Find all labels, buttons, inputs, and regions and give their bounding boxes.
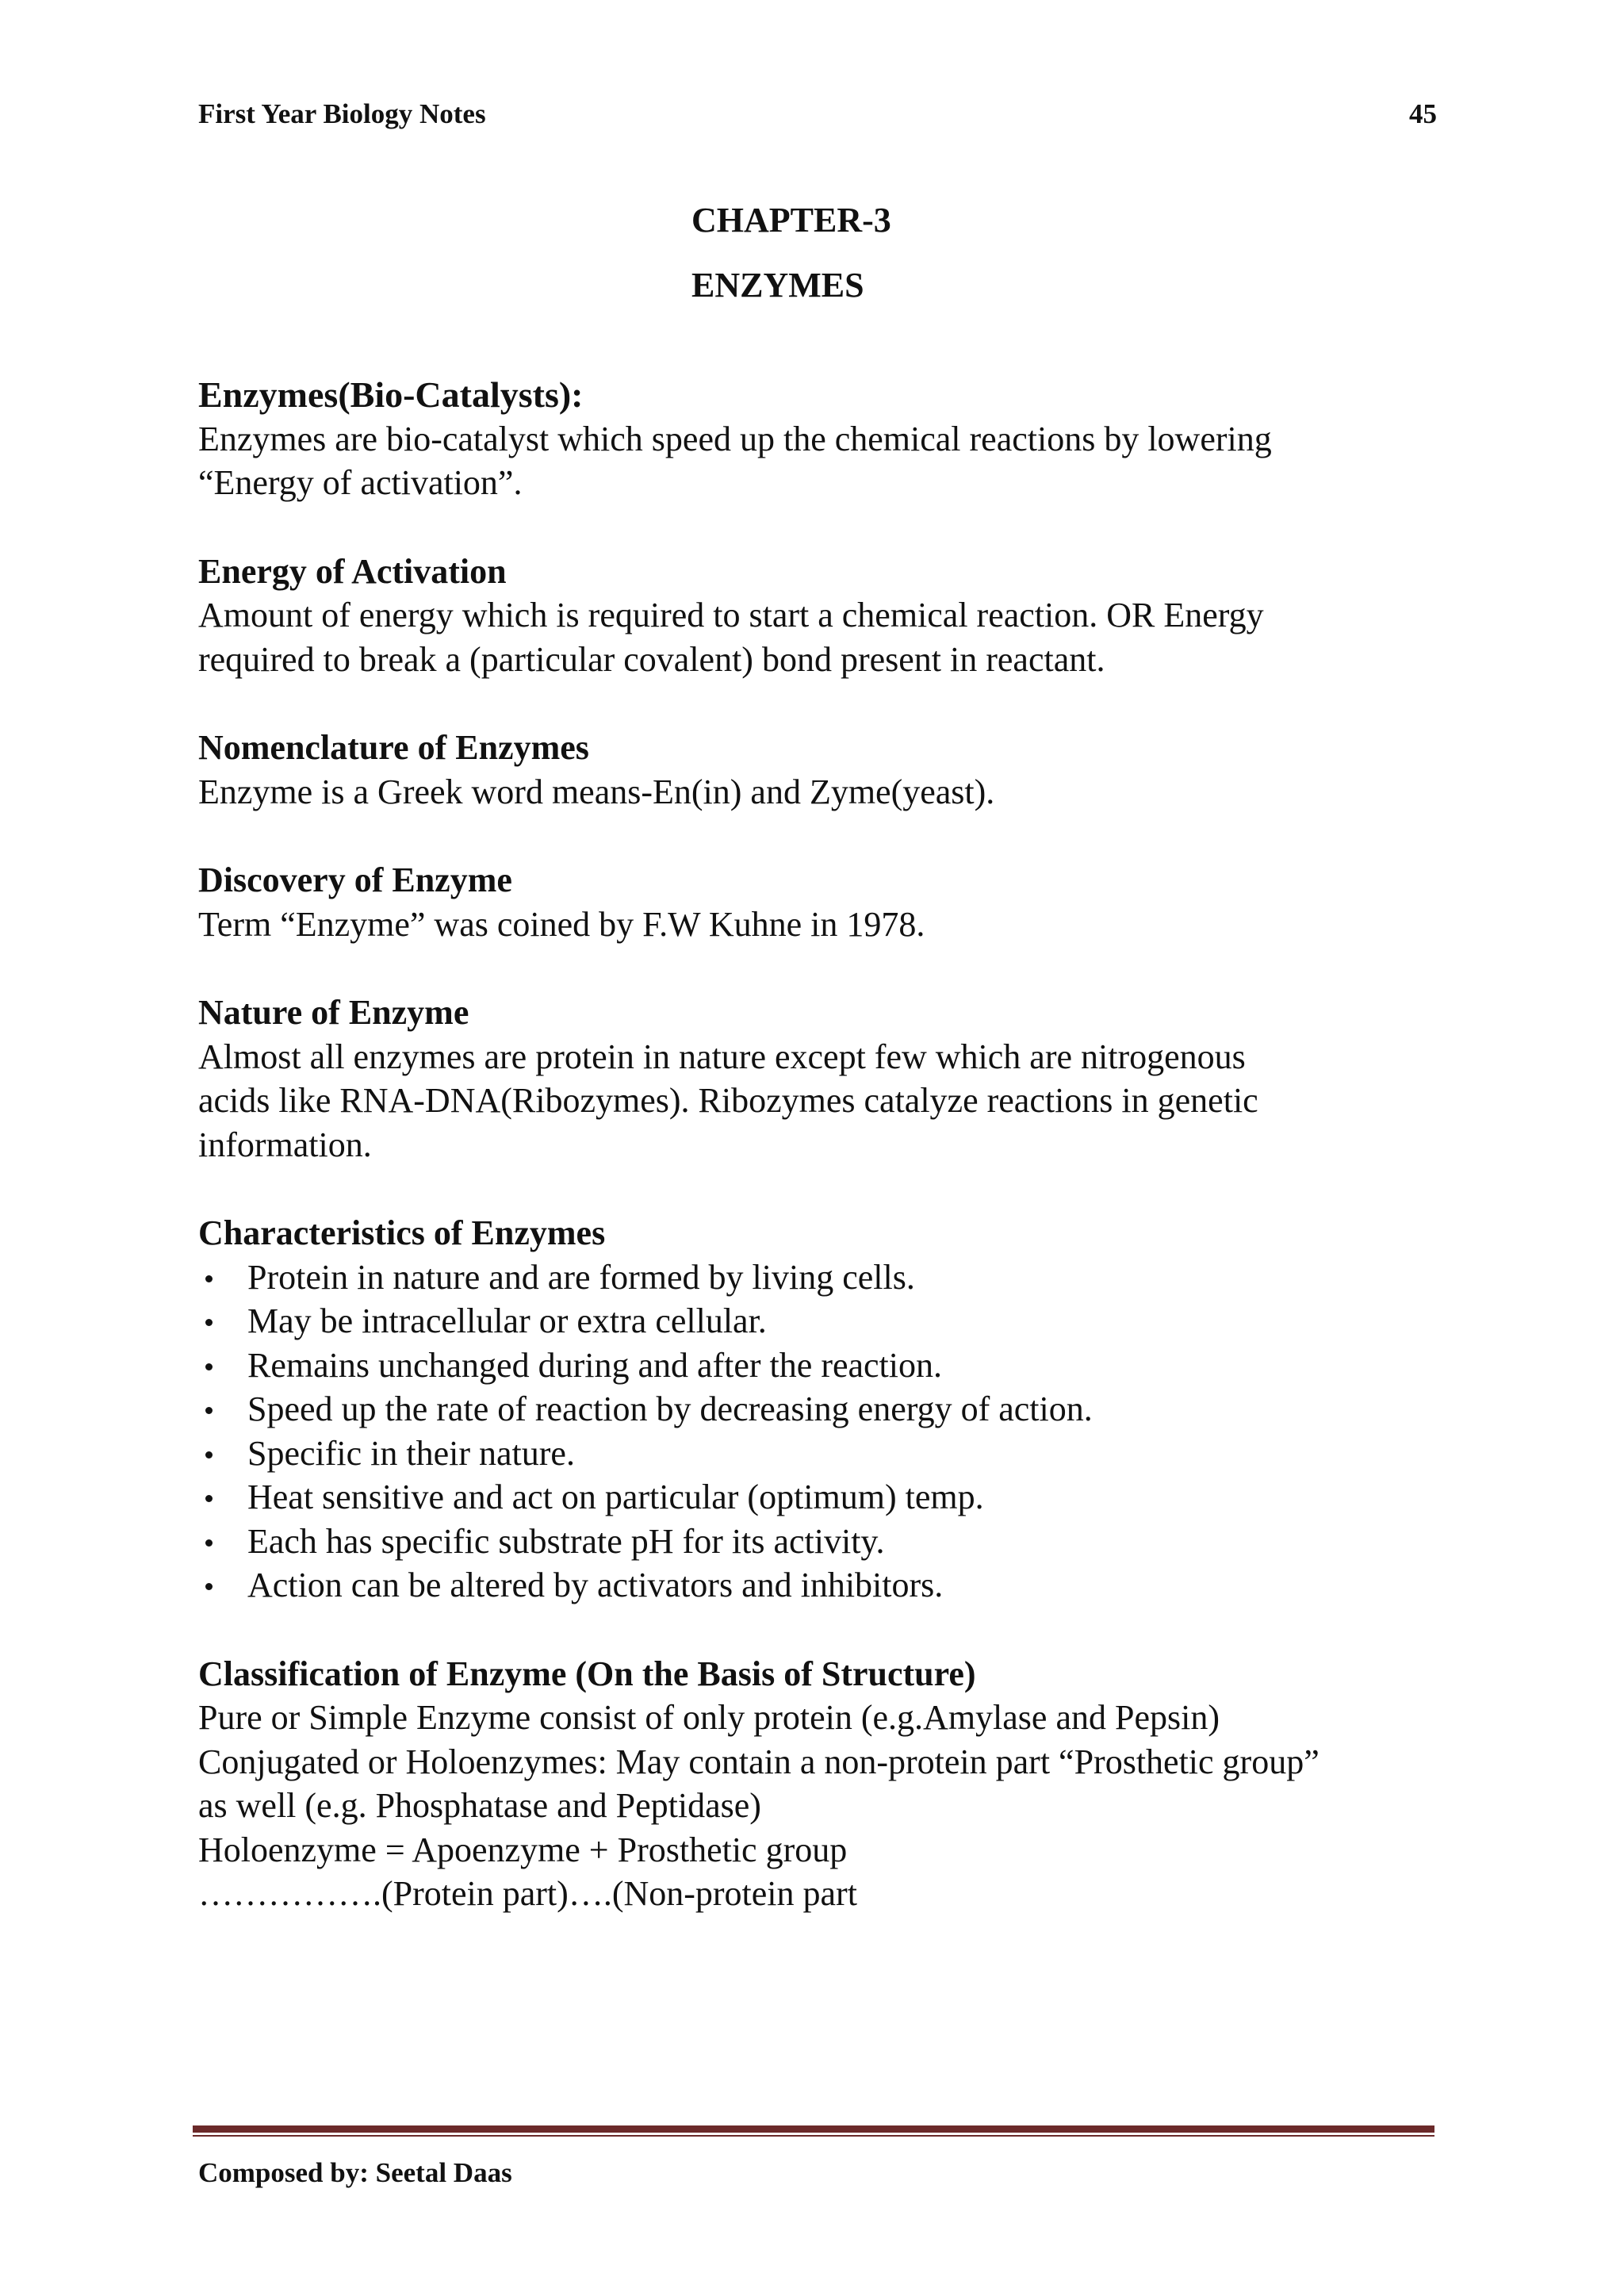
footer-divider-thick <box>193 2125 1434 2133</box>
section-heading: Nature of Enzyme <box>198 993 469 1032</box>
section-body <box>198 903 1451 947</box>
list-item: Protein in nature and are formed by living cells. <box>198 1255 1451 1300</box>
text-line: Enzymes are bio-catalyst which speed up the chemical reactions by lowering <box>198 419 1272 458</box>
text-line: Almost all enzymes are protein in nature except few which are nitrogenous <box>198 1037 1246 1076</box>
page-content <box>198 373 1451 1961</box>
chapter-title: ENZYMES <box>691 266 864 305</box>
section-body <box>198 1035 1451 1167</box>
bullet-list <box>198 1255 1451 1608</box>
section-body <box>198 593 1451 681</box>
list-item: Heat sensitive and act on particular (optimum) temp. <box>198 1475 1451 1520</box>
section-nature <box>198 991 1451 1167</box>
page-header <box>198 98 1437 138</box>
text-line: information. <box>198 1125 372 1164</box>
section-characteristics <box>198 1211 1451 1608</box>
text-line: Amount of energy which is required to start a chemical reaction. OR Energy <box>198 596 1264 634</box>
list-item: Speed up the rate of reaction by decreasing energy of action. <box>198 1387 1451 1432</box>
section-body <box>198 770 1451 815</box>
page-number: 45 <box>1409 98 1437 129</box>
list-item: Action can be altered by activators and inhibitors. <box>198 1563 1451 1608</box>
section-enzymes-definition <box>198 373 1451 505</box>
list-item: May be intracellular or extra cellular. <box>198 1299 1451 1343</box>
chapter-number: CHAPTER-3 <box>691 201 891 240</box>
text-line: …………….(Protein part)….(Non-protein part <box>198 1874 857 1913</box>
list-item: Remains unchanged during and after the reaction. <box>198 1343 1451 1388</box>
footer-divider-thin <box>193 2135 1434 2137</box>
text-line: Holoenzyme = Apoenzyme + Prosthetic group <box>198 1830 848 1869</box>
text-line: as well (e.g. Phosphatase and Peptidase) <box>198 1786 761 1825</box>
text-line: Pure or Simple Enzyme consist of only protein (e.g.Amylase and Pepsin) <box>198 1698 1220 1737</box>
list-item: Each has specific substrate pH for its activity. <box>198 1520 1451 1564</box>
section-heading: Nomenclature of Enzymes <box>198 728 589 767</box>
text-line: “Energy of activation”. <box>198 463 523 502</box>
section-heading: Enzymes(Bio-Catalysts): <box>198 374 584 415</box>
footer-divider <box>193 2125 1434 2137</box>
list-item: Specific in their nature. <box>198 1432 1451 1476</box>
section-heading: Classification of Enzyme (On the Basis of Structure) <box>198 1654 976 1693</box>
chapter-heading <box>691 197 891 327</box>
text-line: Enzyme is a Greek word means-En(in) and Zyme(yeast). <box>198 772 995 811</box>
page-footer: Composed by: Seetal Daas <box>198 2157 512 2188</box>
text-line: Conjugated or Holoenzymes: May contain a non-protein part “Prosthetic group” <box>198 1742 1320 1781</box>
section-heading: Energy of Activation <box>198 551 507 591</box>
text-line: required to break a (particular covalent) bond present in reactant. <box>198 639 1105 679</box>
section-body <box>198 417 1451 505</box>
section-heading: Characteristics of Enzymes <box>198 1213 606 1252</box>
section-body <box>198 1696 1451 1916</box>
text-line: Term “Enzyme” was coined by F.W Kuhne in 1978. <box>198 904 925 944</box>
section-nomenclature <box>198 726 1451 814</box>
section-heading: Discovery of Enzyme <box>198 861 512 899</box>
section-discovery <box>198 858 1451 946</box>
text-line: acids like RNA-DNA(Ribozymes). Ribozymes catalyze reactions in genetic <box>198 1081 1258 1120</box>
section-classification <box>198 1652 1451 1916</box>
header-title: First Year Biology Notes <box>198 98 486 129</box>
section-energy-of-activation <box>198 550 1451 682</box>
